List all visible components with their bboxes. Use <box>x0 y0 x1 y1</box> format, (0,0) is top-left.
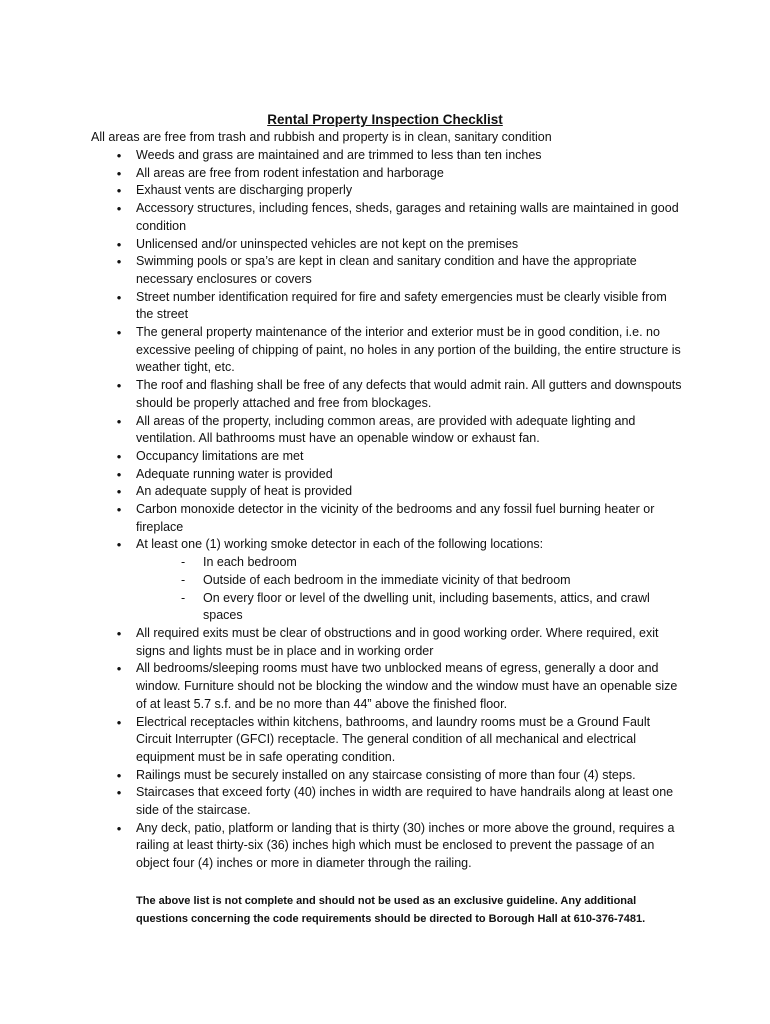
checklist-item-text: Adequate running water is provided <box>136 466 333 481</box>
checklist-item <box>0 377 684 412</box>
checklist-item-text: All areas are free from rodent infestation and harborage <box>136 165 444 180</box>
checklist-item-text: All required exits must be clear of obstructions and in good working order. Where required, exit signs and lights must be in place and in working order <box>136 625 659 658</box>
checklist-item <box>0 767 684 785</box>
bullet-icon: • <box>116 466 122 482</box>
bullet-icon: • <box>116 289 122 305</box>
checklist-item <box>0 165 684 183</box>
checklist-item <box>0 413 684 448</box>
checklist-item <box>0 660 684 713</box>
bullet-icon: • <box>116 201 122 217</box>
checklist-item-text: Staircases that exceed forty (40) inches in width are required to have handrails along at least one side of the staircase. <box>136 785 674 818</box>
checklist-item <box>0 536 684 625</box>
checklist-item-text: Railings must be securely installed on any staircase consisting of more than four (4) steps. <box>136 767 636 782</box>
checklist-item <box>0 253 684 288</box>
checklist-item-text: Unlicensed and/or uninspected vehicles are not kept on the premises <box>136 236 519 251</box>
document-title: Rental Property Inspection Checklist <box>267 112 503 127</box>
intro-text: All areas are free from trash and rubbish and property is in clean, sanitary condition <box>91 130 552 144</box>
bullet-icon: • <box>116 325 122 341</box>
checklist-item-text: An adequate supply of heat is provided <box>136 484 353 499</box>
checklist-item-text: Accessory structures, including fences, sheds, garages and retaining walls are maintained in good condition <box>136 201 679 233</box>
dash-icon: - <box>181 572 186 587</box>
checklist-subitem-text: On every floor or level of the dwelling unit, including basements, attics, and crawl spaces <box>203 590 650 623</box>
checklist-item <box>0 236 684 254</box>
dash-icon: - <box>181 590 186 605</box>
bullet-icon: • <box>116 183 122 199</box>
bullet-icon: • <box>116 236 122 252</box>
checklist-item-text: All areas of the property, including common areas, are provided with adequate lighting and ventilation. All bathrooms must have an openable window or exhaust fan. <box>136 413 636 446</box>
checklist-subitem <box>136 554 663 572</box>
checklist-item-text: The general property maintenance of the interior and exterior must be in good condition, i.e. no excessive peeling of chipping of paint, no holes in any portion of the building, the entire structure is weather tight, etc. <box>136 325 681 375</box>
checklist-item <box>0 448 684 466</box>
checklist-item <box>0 289 684 324</box>
dash-icon: - <box>181 555 186 570</box>
checklist-item-text: At least one (1) working smoke detector in each of the following locations: <box>136 537 544 552</box>
bullet-icon: • <box>116 165 122 181</box>
bullet-icon: • <box>116 661 122 677</box>
checklist-item <box>0 501 684 536</box>
checklist-item <box>0 466 684 484</box>
checklist-subitem <box>136 590 663 625</box>
checklist-item <box>0 784 684 819</box>
checklist-item-text: Street number identification required for fire and safety emergencies must be clearly visible from the street <box>136 289 667 322</box>
checklist-item-text: Any deck, patio, platform or landing that is thirty (30) inches or more above the ground, requires a railing at least thirty-six (36) inches high which must be enclosed to prevent the passage of an object four (4) inches or more in diameter through the railing. <box>136 820 675 871</box>
closing-note: The above list is not complete and should not be used as an exclusive guideline. Any additional questions concerning the code requirements should be directed to Borough Hall at 610-376-7481. <box>136 895 646 925</box>
checklist-item-text: All bedrooms/sleeping rooms must have two unblocked means of egress, generally a door and window. Furniture should not be blocking the window and the window must have an openable size of at least 5.7 s.f. and be no more than 44” above the finished floor. <box>136 661 678 711</box>
bullet-icon: • <box>116 448 122 464</box>
bullet-icon: • <box>116 820 122 836</box>
checklist-subitem <box>136 572 663 590</box>
checklist-item-text: Carbon monoxide detector in the vicinity of the bedrooms and any fossil fuel burning heater or fireplace <box>136 502 655 534</box>
checklist-item <box>0 324 684 377</box>
checklist-item-text: Occupancy limitations are met <box>136 448 304 463</box>
bullet-icon: • <box>116 413 122 429</box>
checklist-item <box>0 200 684 235</box>
bullet-icon: • <box>116 767 122 783</box>
checklist-item-text: The roof and flashing shall be free of any defects that would admit rain. All gutters and downspouts should be properly attached and free from blockages. <box>136 378 682 410</box>
bullet-icon: • <box>116 378 122 394</box>
checklist-item-text: Weeds and grass are maintained and are trimmed to less than ten inches <box>136 148 542 162</box>
checklist-item-text: Swimming pools or spa’s are kept in clean and sanitary condition and have the appropriate necessary enclosures or covers <box>136 254 637 286</box>
bullet-icon: • <box>116 714 122 730</box>
bullet-icon: • <box>116 254 122 270</box>
checklist-item <box>0 182 684 200</box>
checklist-item <box>0 625 684 660</box>
checklist-item <box>0 820 684 873</box>
checklist-subitem-text: Outside of each bedroom in the immediate vicinity of that bedroom <box>203 572 571 587</box>
bullet-icon: • <box>116 148 122 163</box>
bullet-icon: • <box>116 625 122 641</box>
checklist-item <box>0 483 684 501</box>
checklist-item-text: Electrical receptacles within kitchens, bathrooms, and laundry rooms must be a Ground Fault Circuit Interrupter (GFCI) receptacle. The general condition of all mechanical and electrical equipment must be in safe operating condition. <box>136 714 651 764</box>
checklist-item <box>0 714 684 767</box>
checklist-item <box>0 147 684 165</box>
bullet-icon: • <box>116 484 122 500</box>
checklist-subitem-text: In each bedroom <box>203 555 297 570</box>
bullet-icon: • <box>116 785 122 801</box>
bullet-icon: • <box>116 502 122 518</box>
checklist-sublist <box>136 554 684 625</box>
bullet-icon: • <box>116 537 122 553</box>
checklist <box>0 147 770 873</box>
checklist-item-text: Exhaust vents are discharging properly <box>136 183 353 198</box>
